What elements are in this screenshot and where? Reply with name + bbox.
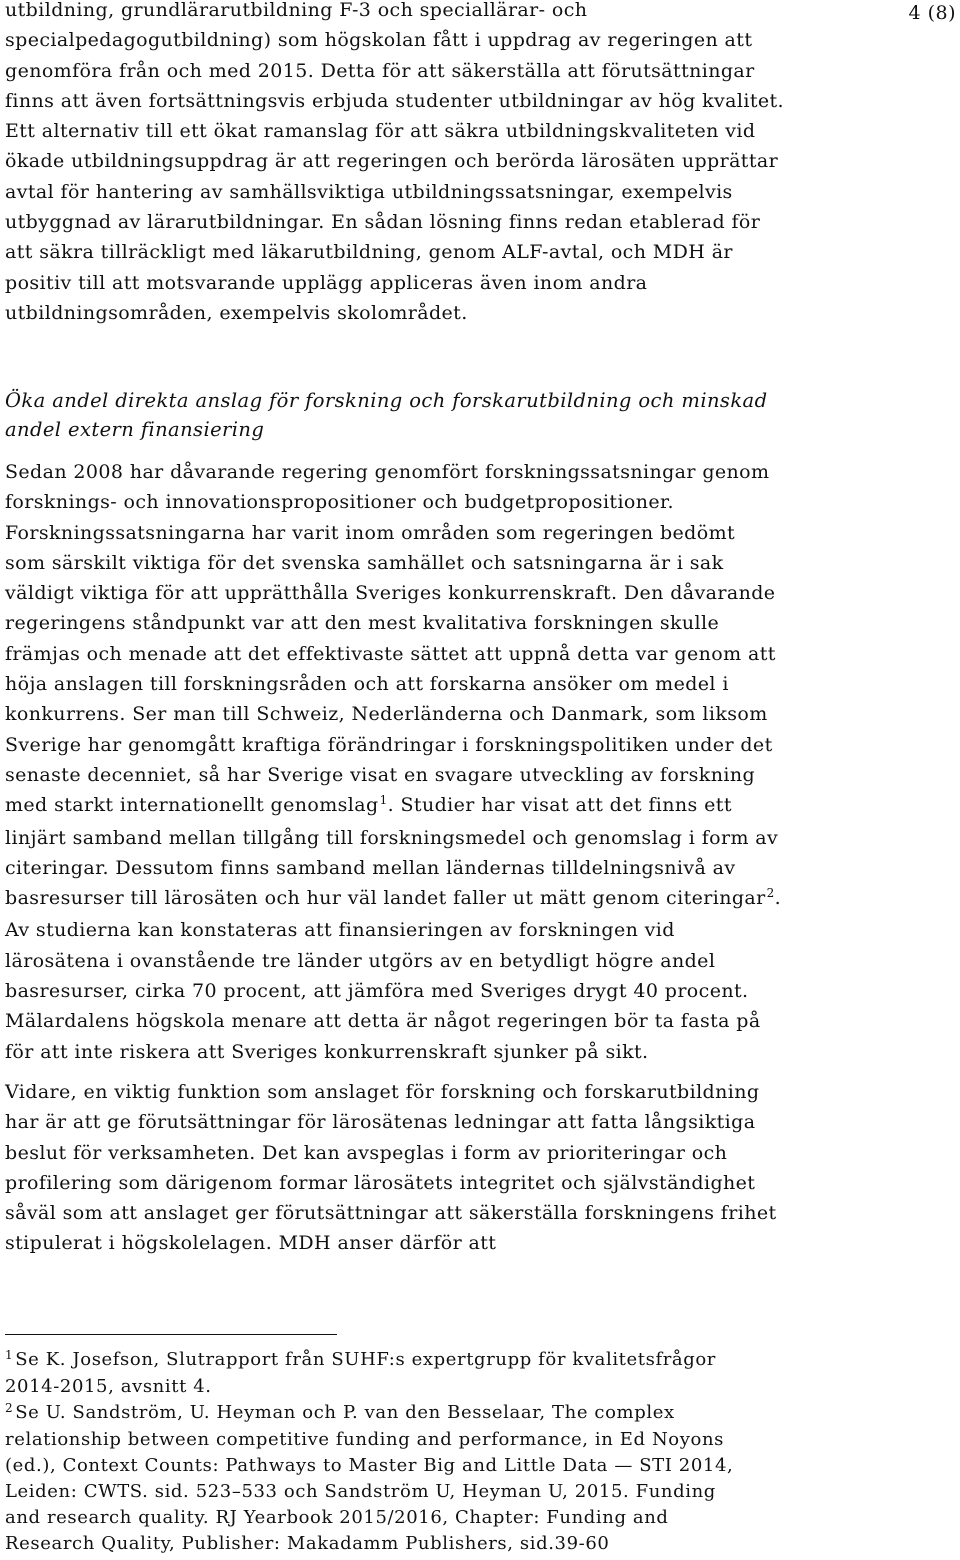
footnote-line — [5, 1347, 716, 1374]
text-line: basresurser, cirka 70 procent, att jämföra med Sveriges drygt 40 procent. — [5, 980, 749, 1003]
text-line: beslut för verksamheten. Det kan avspeglas i form av prioriteringar och — [5, 1141, 728, 1164]
text-line: har är att ge förutsättningar för lärosätenas ledningar att fatta långsiktiga — [5, 1111, 756, 1134]
footnote-line: 2014-2015, avsnitt 4. — [5, 1376, 212, 1397]
footnote-separator — [5, 1334, 337, 1335]
footnote-marker: 2 — [5, 1401, 14, 1415]
text-line — [5, 883, 781, 915]
heading-line: Öka andel direkta anslag för forskning och forskarutbildning och minskad — [5, 389, 768, 412]
footnote-marker: 1 — [5, 1348, 14, 1362]
text-line: avtal för hantering av samhällsviktiga utbildningssatsningar, exempelvis — [5, 180, 733, 203]
text-line: utbildningsområden, exempelvis skolområdet. — [5, 301, 468, 324]
text-line: som särskilt viktiga för det svenska samhället och satsningarna är i sak — [5, 551, 724, 574]
text-line: Ett alternativ till ett ökat ramanslag för att säkra utbildningskvaliteten vid — [5, 120, 756, 143]
text-line: för att inte riskera att Sveriges konkurrenskraft sjunker på sikt. — [5, 1040, 649, 1063]
text-line: citeringar. Dessutom finns samband mellan ländernas tilldelningsnivå av — [5, 856, 736, 879]
text-line: stipulerat i högskolelagen. MDH anser därför att — [5, 1232, 497, 1255]
text-segment: . — [774, 887, 782, 910]
footnote-ref-2[interactable]: 2 — [766, 886, 775, 901]
heading-line: andel extern finansiering — [5, 418, 265, 441]
text-line: höja anslagen till forskningsråden och att forskarna ansöker om medel i — [5, 673, 729, 696]
text-segment: Se U. Sandström, U. Heyman och P. van den Besselaar, The complex — [15, 1402, 675, 1423]
paragraph-anslag-function — [5, 1077, 777, 1259]
text-segment: med starkt internationellt genomslag — [5, 794, 379, 817]
text-line: att säkra tillräckligt med läkarutbildning, genom ALF-avtal, och MDH är — [5, 241, 733, 264]
footnote-line — [5, 1400, 733, 1427]
text-line: regeringens ståndpunkt var att den mest kvalitativa forskningen skulle — [5, 612, 720, 635]
text-line: genomföra från och med 2015. Detta för att säkerställa att förutsättningar — [5, 59, 755, 82]
text-line — [5, 790, 781, 822]
text-segment: . Studier har visat att det finns ett — [387, 794, 732, 817]
text-line: väldigt viktiga för att upprätthålla Sveriges konkurrenskraft. Den dåvarande — [5, 582, 776, 605]
text-line: ökade utbildningsuppdrag är att regeringen och berörda lärosäten upprättar — [5, 150, 779, 173]
text-segment: basresurser till lärosäten och hur väl landet faller ut mätt genom citeringar — [5, 887, 766, 910]
text-line: Av studierna kan konstateras att finansieringen av forskningen vid — [5, 919, 675, 942]
text-line: Vidare, en viktig funktion som anslaget för forskning och forskarutbildning — [5, 1081, 760, 1103]
paragraph-intro — [5, 0, 784, 328]
text-line: Forskningssatsningarna har varit inom områden som regeringen bedömt — [5, 521, 736, 544]
text-line: positiv till att motsvarande upplägg appliceras även inom andra — [5, 271, 648, 294]
paragraph-research-funding — [5, 457, 781, 1067]
text-line: såväl som att anslaget ger förutsättningar att säkerställa forskningens frihet — [5, 1202, 777, 1225]
text-line: Sedan 2008 har dåvarande regering genomfört forskningssatsningar genom — [5, 461, 770, 483]
text-segment: Se K. Josefson, Slutrapport från SUHF:s expertgrupp för kvalitetsfrågor — [15, 1349, 717, 1370]
text-line: främjas och menade att det effektivaste sättet att uppnå detta var genom att — [5, 642, 776, 665]
text-line: profilering som därigenom formar lärosätets integritet och självständighet — [5, 1171, 756, 1194]
footnote-ref-1[interactable]: 1 — [379, 793, 388, 808]
footnote-line: Research Quality, Publisher: Makadamm Publishers, sid.39-60 — [5, 1533, 610, 1554]
footnote-1 — [5, 1347, 716, 1400]
text-line: utbildning, grundlärarutbildning F-3 och speciallärar- och — [5, 0, 588, 21]
section-heading — [5, 386, 767, 444]
text-line: senaste decenniet, så har Sverige visat en svagare utveckling av forskning — [5, 763, 756, 786]
text-line: konkurrens. Ser man till Schweiz, Nederländerna och Danmark, som liksom — [5, 703, 768, 726]
footnote-2 — [5, 1400, 733, 1557]
text-line: forsknings- och innovationspropositioner och budgetpropositioner. — [5, 491, 674, 514]
text-line: utbyggnad av lärarutbildningar. En sådan lösning finns redan etablerad för — [5, 211, 761, 234]
footnote-line: relationship between competitive funding and performance, in Ed Noyons — [5, 1429, 724, 1450]
text-line: Sverige har genomgått kraftiga förändringar i forskningspolitiken under det — [5, 733, 773, 756]
footnote-line: and research quality. RJ Yearbook 2015/2016, Chapter: Funding and — [5, 1507, 669, 1528]
footnote-line: Leiden: CWTS. sid. 523–533 och Sandström U, Heyman U, 2015. Funding — [5, 1481, 716, 1502]
footnote-line: (ed.), Context Counts: Pathways to Master Big and Little Data — STI 2014, — [5, 1455, 734, 1476]
text-line: lärosätena i ovanstående tre länder utgörs av en betydligt högre andel — [5, 949, 716, 972]
text-line: linjärt samband mellan tillgång till forskningsmedel och genomslag i form av — [5, 826, 779, 849]
text-line: Mälardalens högskola menare att detta är något regeringen bör ta fasta på — [5, 1010, 761, 1033]
page-number: 4 (8) — [908, 2, 956, 24]
text-line: finns att även fortsättningsvis erbjuda studenter utbildningar av hög kvalitet. — [5, 89, 784, 112]
text-line: specialpedagogutbildning) som högskolan fått i uppdrag av regeringen att — [5, 29, 753, 52]
